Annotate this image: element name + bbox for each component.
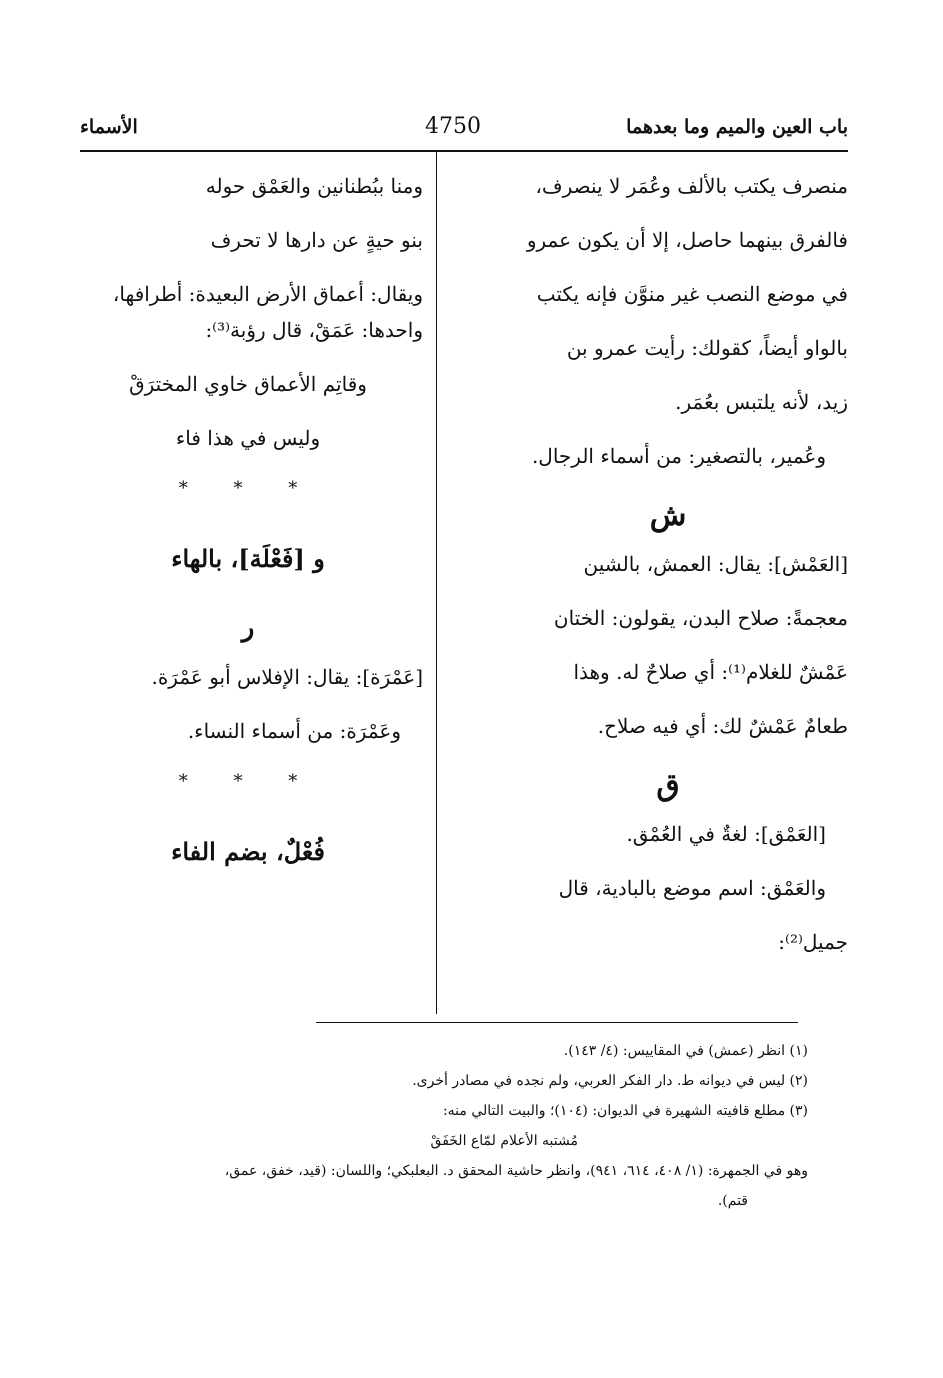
footnotes bbox=[88, 1040, 808, 1220]
verse-line: وقاتِم الأعماق خاوي المخترَقْ bbox=[129, 372, 367, 396]
entry-line: طعامٌ عَمْشٌ لك: أي فيه صلاح. bbox=[597, 714, 848, 738]
text-line: زيد، لأنه يلتبس بعُمَر. bbox=[675, 390, 848, 414]
separator-stars: * * * bbox=[178, 478, 318, 499]
right-column bbox=[488, 172, 848, 982]
header-rule bbox=[80, 150, 848, 152]
text-line: في موضع النصب غير منوَّن فإنه يكتب bbox=[536, 282, 848, 306]
page-number: 4750 bbox=[425, 114, 481, 139]
column-divider bbox=[436, 152, 437, 1014]
section-title: الأسماء bbox=[80, 116, 138, 138]
entry-line: معجمةً: صلاح البدن، يقولون: الختان bbox=[553, 606, 848, 630]
verse-line: ومنا ببُطنانين والعَمْق حوله bbox=[205, 174, 423, 198]
page-header bbox=[80, 116, 848, 148]
separator-stars: * * * bbox=[178, 771, 318, 792]
section-heading: فُعْلٌ، بضم الفاء bbox=[171, 837, 325, 866]
entry-line: والعَمْق: اسم موضع بالبادية، قال bbox=[558, 876, 826, 900]
text-line: واحدها: عَمَقْ، قال رؤبة⁽³⁾: bbox=[205, 318, 423, 342]
text-line: فالفرق بينهما حاصل، إلا أن يكون عمرو bbox=[526, 228, 848, 252]
letter-heading-r: ر bbox=[241, 613, 255, 643]
footnote: وهو في الجمهرة: (١/ ٤٠٨، ٦١٤، ٩٤١)، وانظر حاشية المحقق د. البعلبكي؛ واللسان: (قيد، خفق، عمق، bbox=[224, 1163, 808, 1179]
entry-line: جميل⁽²⁾: bbox=[778, 930, 848, 954]
footnote: (٢) ليس في ديوانه ط. دار الفكر العربي، ولم نجده في مصادر أخرى. bbox=[412, 1073, 808, 1089]
text-line: وليس في هذا فاء bbox=[175, 426, 321, 450]
entry-line: وعَمْرَة: من أسماء النساء. bbox=[187, 719, 401, 743]
section-heading: و [فَعْلَة]، بالهاء bbox=[171, 544, 325, 573]
entry-line: عَمْشٌ للغلام⁽¹⁾: أي صلاحٌ له. وهذا bbox=[573, 660, 848, 684]
entry-line: [العَمْق]: لغةٌ في العُمْق. bbox=[626, 822, 826, 846]
entry-line: [عَمْرَة]: يقال: الإفلاس أبو عَمْرَة. bbox=[151, 665, 423, 689]
text-line: وعُمير، بالتصغير: من أسماء الرجال. bbox=[531, 444, 826, 468]
footnote: (٣) مطلع قافيته الشهيرة في الديوان: (١٠٤)؛ والبيت التالي منه: bbox=[442, 1103, 808, 1119]
text-line: ويقال: أعماق الأرض البعيدة: أطرافها، bbox=[112, 282, 423, 306]
text-line: بالواو أيضاً، كقولك: رأيت عمرو بن bbox=[566, 336, 848, 360]
entry-line: [العَمْش]: يقال: العمش، بالشين bbox=[583, 552, 848, 576]
letter-heading-q: ق bbox=[656, 768, 680, 803]
footnote: (١) انظر (عمش) في المقاييس: (٤/ ١٤٣). bbox=[563, 1043, 808, 1059]
footnote-verse: مُشتبه الأعلام لمّاع الخَفَقْ bbox=[430, 1133, 578, 1149]
left-column bbox=[73, 172, 423, 904]
text-line: منصرف يكتب بالألف وعُمَر لا ينصرف، bbox=[535, 174, 848, 198]
chapter-title: باب العين والميم وما بعدهما bbox=[626, 116, 848, 138]
footnote-rule bbox=[316, 1022, 798, 1023]
letter-heading-sh: ش bbox=[649, 498, 687, 533]
verse-line: بنو حيةٍ عن دارها لا تحرف bbox=[210, 228, 423, 252]
footnote-continuation: قتم). bbox=[717, 1193, 748, 1209]
